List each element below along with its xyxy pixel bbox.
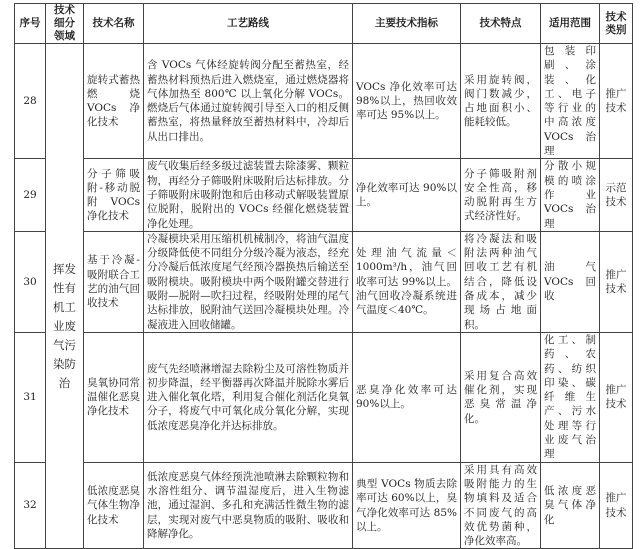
- table-row: [15, 332, 633, 462]
- row-no: 31: [15, 332, 46, 462]
- row-feature: 采用复合高效催化剂，实现恶臭常温净化。: [461, 332, 541, 462]
- row-indicator: VOCs 净化效率可达 98%以上，热回收效率可达 95%以上。: [353, 44, 461, 159]
- header-scope: 适用范围: [541, 4, 600, 44]
- row-no: 32: [15, 462, 46, 549]
- row-category: 推广技术: [600, 462, 633, 549]
- row-process: 废气先经喷淋增湿去除粉尘及可溶性物质并初步降温，经平衡器再次降温并脱除水雾后进入催化氧化塔，利用复合催化剂活化臭氧分子，将废气中可氧化成分氧化分解，实现低浓度恶臭净化并达标排放。: [144, 332, 353, 462]
- row-process: 冷凝模块采用压缩机机械制冷，将油气温度分级降低使不同组分分级冷凝为液态，经充分冷凝后低浓度尾气经预冷器换热后输送至吸附模块。吸附模块中两个吸附罐交替进行吸附—脱附—吹扫过程，经吸附处理的尾气达标排放，脱附油气送回冷凝模块处理。冷凝液进入回收储罐。: [144, 231, 353, 332]
- row-feature: 采用旋转阀，阀门数减少，占地面积小、能耗较低。: [461, 44, 541, 159]
- header-feature: 技术特点: [461, 4, 541, 44]
- header-domain: 技术细分领域: [46, 4, 84, 44]
- header-category: 技术类别: [600, 4, 633, 44]
- table-row: [15, 159, 633, 231]
- row-name: 低浓度恶臭气体生物净化技术: [84, 462, 144, 549]
- row-no: 28: [15, 44, 46, 159]
- domain-cell: 挥发性有机工业废气污染防治: [46, 44, 84, 549]
- row-process: 含 VOCs 气体经旋转阀分配至蓄热室，经蓄热材料预热后进入燃烧室，通过燃烧器将气体加热至 800℃ 以上氧化分解 VOCs。燃烧后气体通过旋转阀引导至入口的相反侧蓄热室，将热量释放至蓄热材料中，冷却后从出口排出。: [144, 44, 353, 159]
- row-scope: 包装印刷、涂装、化工、电子等行业的中高浓度 VOCs 治理: [541, 44, 600, 159]
- table-row: [15, 462, 633, 549]
- table-row: [15, 231, 633, 332]
- row-category: 推广技术: [600, 231, 633, 332]
- row-scope: 化工、制药、农药、纺织印染、碳纤维生产、污水处理等行业废气治理: [541, 332, 600, 462]
- row-name: 臭氧协同常温催化恶臭净化技术: [84, 332, 144, 462]
- row-indicator: 典型 VOCs 物质去除率可达 60%以上，臭气净化效率可达 85%以上。: [353, 462, 461, 549]
- row-indicator: 处理油气流量＜1000m³/h，油气回收率可达 99%以上。油气回收冷凝系统进气温度＜40℃。: [353, 231, 461, 332]
- row-category: 推广技术: [600, 332, 633, 462]
- header-indicator: 主要技术指标: [353, 4, 461, 44]
- row-process: 废气收集后经多级过滤装置去除漆雾、颗粒物，再经分子筛吸附床吸附后达标排放。分子筛吸附床吸附饱和后由移动式解吸装置原位脱附，脱附出的 VOCs 经催化燃烧装置净化处理。: [144, 159, 353, 231]
- header-name: 技术名称: [84, 4, 144, 44]
- row-scope: 油气 VOCs 回收: [541, 231, 600, 332]
- row-feature: 将冷凝法和吸附法两种油气回收工艺有机结合，降低设备成本，减少现场占地面积。: [461, 231, 541, 332]
- row-name: 旋转式蓄热燃烧 VOCs 净化技术: [84, 44, 144, 159]
- row-indicator: 恶臭净化效率可达 90%以上。: [353, 332, 461, 462]
- row-scope: 低浓度恶臭气体净化: [541, 462, 600, 549]
- header-no: 序号: [15, 4, 46, 44]
- row-name: 分子筛吸附-移动脱附 VOCs 净化技术: [84, 159, 144, 231]
- header-row: [15, 4, 633, 44]
- row-indicator: 净化效率可达 90%以上。: [353, 159, 461, 231]
- row-feature: 分子筛吸附剂安全性高，移动脱附再生方式经济性好。: [461, 159, 541, 231]
- table-row: [15, 44, 633, 159]
- header-process: 工艺路线: [144, 4, 353, 44]
- row-no: 29: [15, 159, 46, 231]
- technology-table: [14, 3, 633, 549]
- row-name: 基于冷凝-吸附联合工艺的油气回收技术: [84, 231, 144, 332]
- row-scope: 分散小规模的喷涂作业 VOCs 治理: [541, 159, 600, 231]
- row-feature: 采用具有高效吸附能力的生物填料及适合不同废气的高效优势菌种，净化效率高。: [461, 462, 541, 549]
- row-category: 推广技术: [600, 44, 633, 159]
- row-category: 示范技术: [600, 159, 633, 231]
- row-no: 30: [15, 231, 46, 332]
- row-process: 低浓度恶臭气体经预洗池喷淋去除颗粒物和水溶性组分、调节温湿度后，进入生物滤池，通过湿润、多孔和充满活性微生物的滤层，实现对废气中恶臭物质的吸附、吸收和降解净化。: [144, 462, 353, 549]
